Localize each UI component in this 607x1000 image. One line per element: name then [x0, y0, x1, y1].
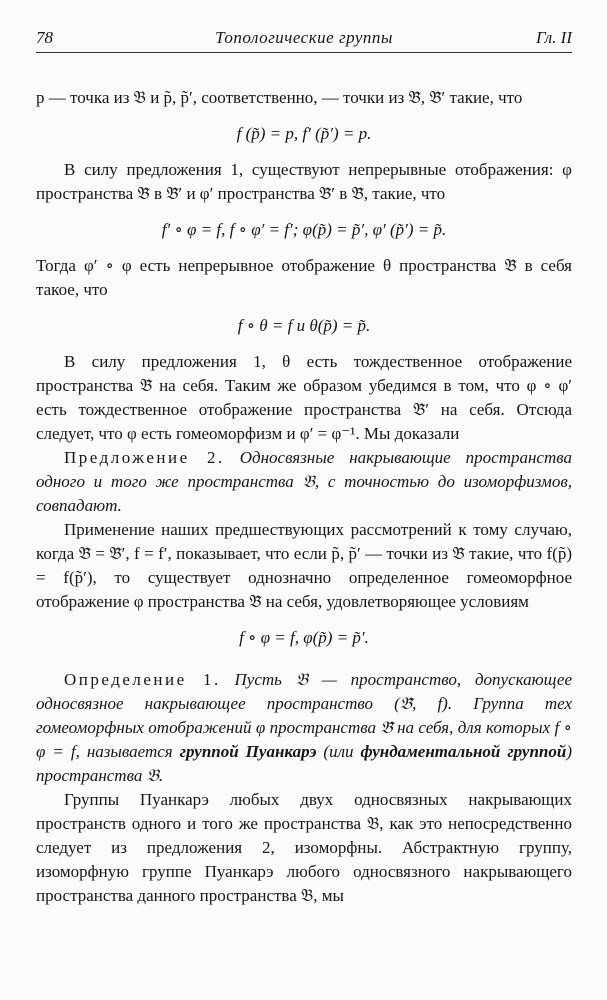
formula-2: f′ ∘ φ = f, f ∘ φ′ = f′; φ(p̃) = p̃′, φ′ (p̃′) = p̃. — [161, 220, 447, 239]
definition-label: Определение 1. — [64, 670, 221, 689]
paragraph-5: Применение наших предшествующих рассмотрений к тому случаю, когда 𝔅̃ = 𝔅̃′, f = f′, показывает, что если p̃, p̃′ — точки из 𝔅̃ такие, что f(p̃) = f(p̃′), то существует однозначно определенное гомеоморфное отображение φ пространства 𝔅̃ на себя, удовлетворяющее условиям — [36, 520, 572, 611]
proposition-text: Односвязные накрывающие пространства одного и того же пространства 𝔅, с точностью до изоморфизмов, совпадают. — [36, 448, 572, 515]
chapter-label: Гл. II — [535, 28, 572, 47]
proposition-label: Предложение 2. — [64, 448, 225, 467]
paragraph-2: В силу предложения 1, существуют непрерывные отображения: φ пространства 𝔅̃ в 𝔅̃′ и φ′ пространства 𝔅̃′ в 𝔅̃, такие, что — [36, 160, 572, 203]
page-body — [36, 86, 572, 908]
definition-1 — [36, 668, 572, 788]
paragraph-4: В силу предложения 1, θ есть тождественное отображение пространства 𝔅̃ на себя. Таким же образом убедимся в том, что φ ∘ φ′ есть тождественное отображение пространства 𝔅̃′ на себя. Отсюда следует, что φ есть гомеоморфизм и φ′ = φ⁻¹. Мы доказали — [36, 352, 572, 443]
paragraph-1: p — точка из 𝔅 и p̃, p̃′, соответственно, — точки из 𝔅̃, 𝔅̃′ такие, что — [36, 88, 523, 107]
page-header — [36, 28, 572, 56]
paragraph-3: Тогда φ′ ∘ φ есть непрерывное отображение θ пространства 𝔅̃ в себя такое, что — [36, 256, 572, 299]
book-page — [36, 28, 572, 908]
page-number: 78 — [36, 28, 53, 47]
paragraph-6: Группы Пуанкарэ любых двух односвязных накрывающих пространств одного и того же пространства 𝔅, как это непосредственно следует из предложения 2, изоморфны. Абстрактную группу, изоморфную группе Пуанкарэ любого односвязного накрывающего пространства данного пространства 𝔅, мы — [36, 790, 572, 905]
definition-term-2: фундаментальной группой — [360, 742, 567, 761]
definition-text-1: Пусть 𝔅 — пространство, допускающее односвязное накрывающее пространство (𝔅̃, f). Группа тех гомеоморфных отображений φ пространства 𝔅̃ на себя, для которых f ∘ φ = f, называется — [36, 670, 572, 761]
header-rule — [36, 52, 572, 53]
formula-4: f ∘ φ = f, φ(p̃) = p̃′. — [239, 628, 369, 647]
definition-text-2: (или — [323, 742, 354, 761]
formula-3: f ∘ θ = f и θ(p̃) = p̃. — [237, 316, 371, 335]
proposition-2 — [36, 446, 572, 518]
definition-term-1: группой Пуанкарэ — [179, 742, 317, 761]
formula-1: f (p̃) = p, f′ (p̃′) = p. — [236, 124, 372, 143]
definition-text-3: ) пространства 𝔅. — [36, 742, 572, 785]
running-title: Топологические группы — [215, 28, 393, 47]
